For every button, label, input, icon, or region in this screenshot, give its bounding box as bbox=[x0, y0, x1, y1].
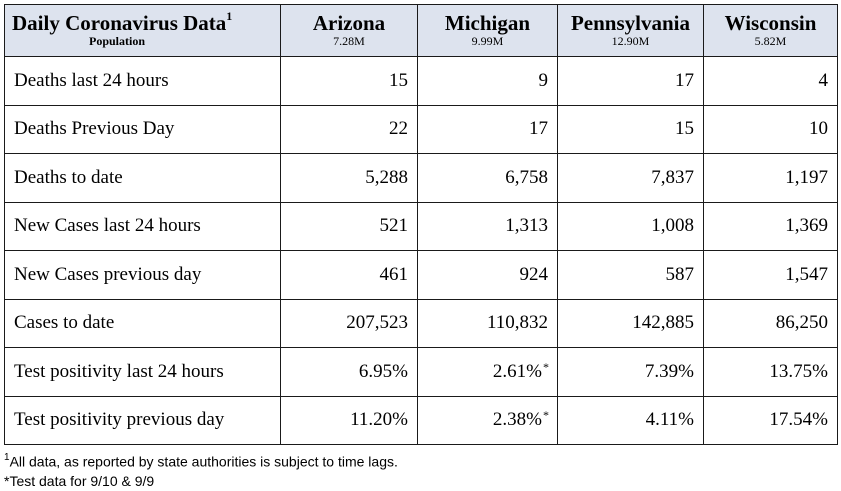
table-cell: 10 bbox=[704, 105, 838, 154]
footnote-1 bbox=[4, 449, 398, 472]
asterisk-marker: * bbox=[543, 359, 549, 374]
table-cell: 110,832 bbox=[418, 299, 558, 348]
table-cell: 15 bbox=[558, 105, 704, 154]
table-cell: 7.39% bbox=[558, 348, 704, 397]
table-row bbox=[5, 57, 838, 106]
footnote-1-marker: 1 bbox=[4, 452, 10, 463]
table-cell: 1,369 bbox=[704, 202, 838, 251]
table-row bbox=[5, 348, 838, 397]
population-label: Population bbox=[89, 34, 146, 48]
footnotes bbox=[4, 449, 398, 491]
row-label: New Cases last 24 hours bbox=[5, 202, 281, 251]
row-label: Cases to date bbox=[5, 299, 281, 348]
row-label: Deaths Previous Day bbox=[5, 105, 281, 154]
table-cell: 17 bbox=[558, 57, 704, 106]
footnote-1-text: All data, as reported by state authorities is subject to time lags. bbox=[9, 453, 398, 470]
table-row bbox=[5, 202, 838, 251]
table-cell: 11.20% bbox=[281, 396, 418, 445]
table-cell: 5,288 bbox=[281, 154, 418, 203]
state-name: Pennsylvania bbox=[570, 11, 691, 35]
table-cell: 1,197 bbox=[704, 154, 838, 203]
footnote-2: *Test data for 9/10 & 9/9 bbox=[4, 472, 155, 489]
table-row bbox=[5, 396, 838, 445]
asterisk-marker: * bbox=[543, 408, 549, 423]
state-population: 9.99M bbox=[471, 34, 504, 48]
table-row bbox=[5, 299, 838, 348]
table-cell: 86,250 bbox=[704, 299, 838, 348]
table-cell: 22 bbox=[281, 105, 418, 154]
table-cell: 1,313 bbox=[418, 202, 558, 251]
row-label: New Cases previous day bbox=[5, 251, 281, 300]
table-cell: 142,885 bbox=[558, 299, 704, 348]
row-label: Test positivity previous day bbox=[5, 396, 281, 445]
state-header-arizona bbox=[281, 5, 418, 57]
table-cell: 587 bbox=[558, 251, 704, 300]
table-cell: 13.75% bbox=[704, 348, 838, 397]
state-population: 5.82M bbox=[754, 34, 787, 48]
table-cell: 17.54% bbox=[704, 396, 838, 445]
row-label: Test positivity last 24 hours bbox=[5, 348, 281, 397]
table-cell: 15 bbox=[281, 57, 418, 106]
table-cell: 924 bbox=[418, 251, 558, 300]
row-label: Deaths last 24 hours bbox=[5, 57, 281, 106]
state-header-pennsylvania bbox=[558, 5, 704, 57]
table-cell: 521 bbox=[281, 202, 418, 251]
state-header-wisconsin bbox=[704, 5, 838, 57]
coronavirus-data-table bbox=[4, 4, 838, 445]
state-population: 7.28M bbox=[333, 34, 365, 48]
table-cell: 7,837 bbox=[558, 154, 704, 203]
title-footnote-marker: 1 bbox=[226, 9, 233, 23]
table-row bbox=[5, 251, 838, 300]
table-cell: 6.95% bbox=[281, 348, 418, 397]
table-cell: 6,758 bbox=[418, 154, 558, 203]
table-cell: 1,008 bbox=[558, 202, 704, 251]
table-title: Daily Coronavirus Data$^1$ bbox=[12, 9, 233, 35]
table-cell: 461 bbox=[281, 251, 418, 300]
table-title-cell bbox=[5, 5, 281, 57]
table-cell: 2.38%* bbox=[418, 396, 558, 445]
row-label: Deaths to date bbox=[5, 154, 281, 203]
table-cell: 1,547 bbox=[704, 251, 838, 300]
state-header-michigan bbox=[418, 5, 558, 57]
table-cell: 9 bbox=[418, 57, 558, 106]
table-cell: 207,523 bbox=[281, 299, 418, 348]
state-population: 12.90M bbox=[611, 34, 650, 48]
header-row bbox=[5, 5, 838, 57]
state-name: Wisconsin bbox=[724, 11, 817, 35]
state-name: Michigan bbox=[444, 11, 531, 35]
table-cell: 2.61%* bbox=[418, 348, 558, 397]
table-cell: 17 bbox=[418, 105, 558, 154]
table-cell: 4 bbox=[704, 57, 838, 106]
state-name: Arizona bbox=[312, 11, 386, 35]
table-cell: 4.11% bbox=[558, 396, 704, 445]
table-row bbox=[5, 105, 838, 154]
table-row bbox=[5, 154, 838, 203]
